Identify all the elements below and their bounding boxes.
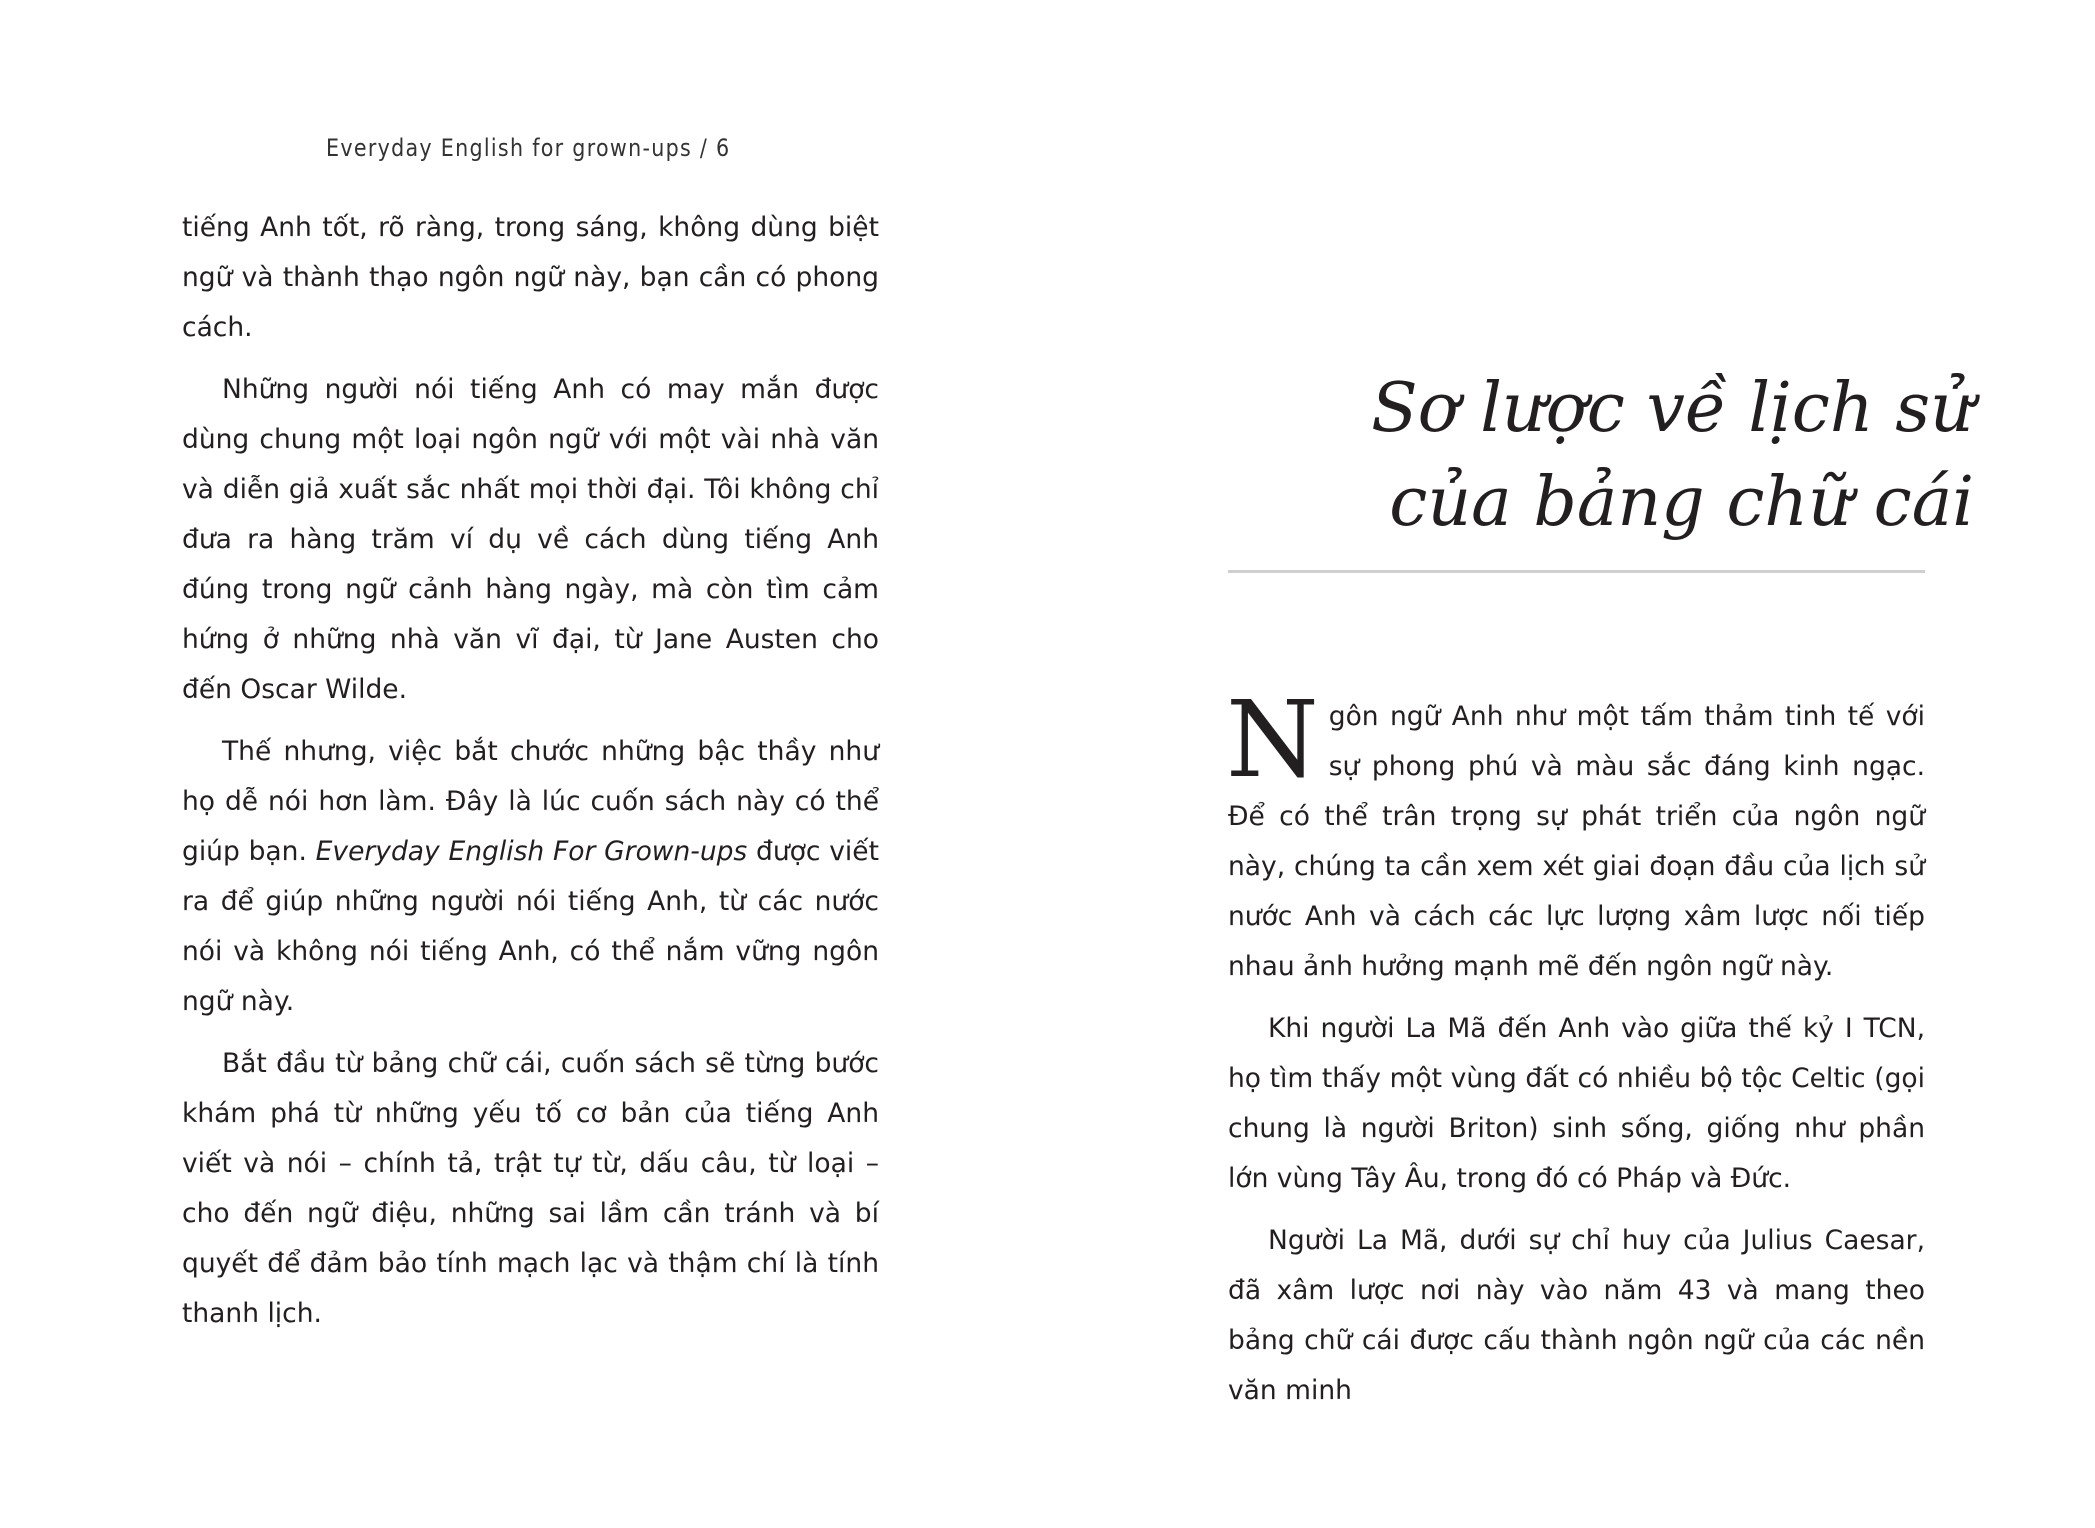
right-page (1047, 0, 2095, 1528)
title-divider (1228, 570, 1925, 573)
chapter-title-line: Sơ lược về lịch sử (1371, 369, 1974, 448)
paragraph: Những người nói tiếng Anh có may mắn được dùng chung một loại ngôn ngữ với một vài nhà văn và diễn giả xuất sắc nhất mọi thời đại. Tôi không chỉ đưa ra hàng trăm ví dụ về cách dùng tiếng Anh đúng trong ngữ cảnh hàng ngày, mà còn tìm cảm hứng ở những nhà văn vĩ đại, từ Jane Austen cho đến Oscar Wilde. (182, 374, 879, 705)
left-body-text (182, 203, 879, 1351)
right-body-text (1226, 678, 1925, 1428)
paragraph: Bắt đầu từ bảng chữ cái, cuốn sách sẽ từng bước khám phá từ những yếu tố cơ bản của tiếng Anh viết và nói – chính tả, trật tự từ, dấu câu, từ loại – cho đến ngữ điệu, những sai lầm cần tránh và bí quyết để đảm bảo tính mạch lạc và thậm chí là tính thanh lịch. (182, 1048, 879, 1329)
chapter-title-line: của bảng chữ cái (1389, 463, 1974, 542)
paragraph: Khi người La Mã đến Anh vào giữa thế kỷ I TCN, họ tìm thấy một vùng đất có nhiều bộ tộc Celtic (gọi chung là người Briton) sinh sống, giống như phần lớn vùng Tây Âu, trong đó có Pháp và Đức. (1228, 1013, 1925, 1194)
paragraph: tiếng Anh tốt, rõ ràng, trong sáng, không dùng biệt ngữ và thành thạo ngôn ngữ này, bạn cần có phong cách. (182, 212, 879, 343)
drop-cap: N (1226, 678, 1319, 801)
left-page (0, 0, 1047, 1528)
paragraph-text: gôn ngữ Anh như một tấm thảm tinh tế với sự phong phú và màu sắc đáng kinh ngạc. Để có thể trân trọng sự phát triển của ngôn ngữ này, chúng ta cần xem xét giai đoạn đầu của lịch sử nước Anh và cách các lực lượng xâm lược nối tiếp nhau ảnh hưởng mạnh mẽ đến ngôn ngữ này. (1228, 701, 1925, 982)
paragraph (1226, 678, 1925, 992)
paragraph (182, 727, 879, 1027)
paragraph-text: Thế nhưng, việc bắt chước những bậc thầy như họ dễ nói hơn làm. Đây là lúc cuốn sách này có thể giúp bạn. (182, 736, 879, 867)
paragraph-text: được viết ra để giúp những người nói tiếng Anh, từ các nước nói và không nói tiếng Anh, có thể nắm vững ngôn ngữ này. (182, 836, 879, 1017)
running-header: Everyday English for grown-ups / 6 (326, 134, 731, 162)
paragraph: Người La Mã, dưới sự chỉ huy của Julius Caesar, đã xâm lược nơi này vào năm 43 và mang theo bảng chữ cái được cấu thành ngôn ngữ của các nền văn minh (1228, 1225, 1925, 1406)
chapter-title (1174, 362, 1974, 550)
book-title-italic: Everyday English For Grown-ups (315, 836, 748, 867)
